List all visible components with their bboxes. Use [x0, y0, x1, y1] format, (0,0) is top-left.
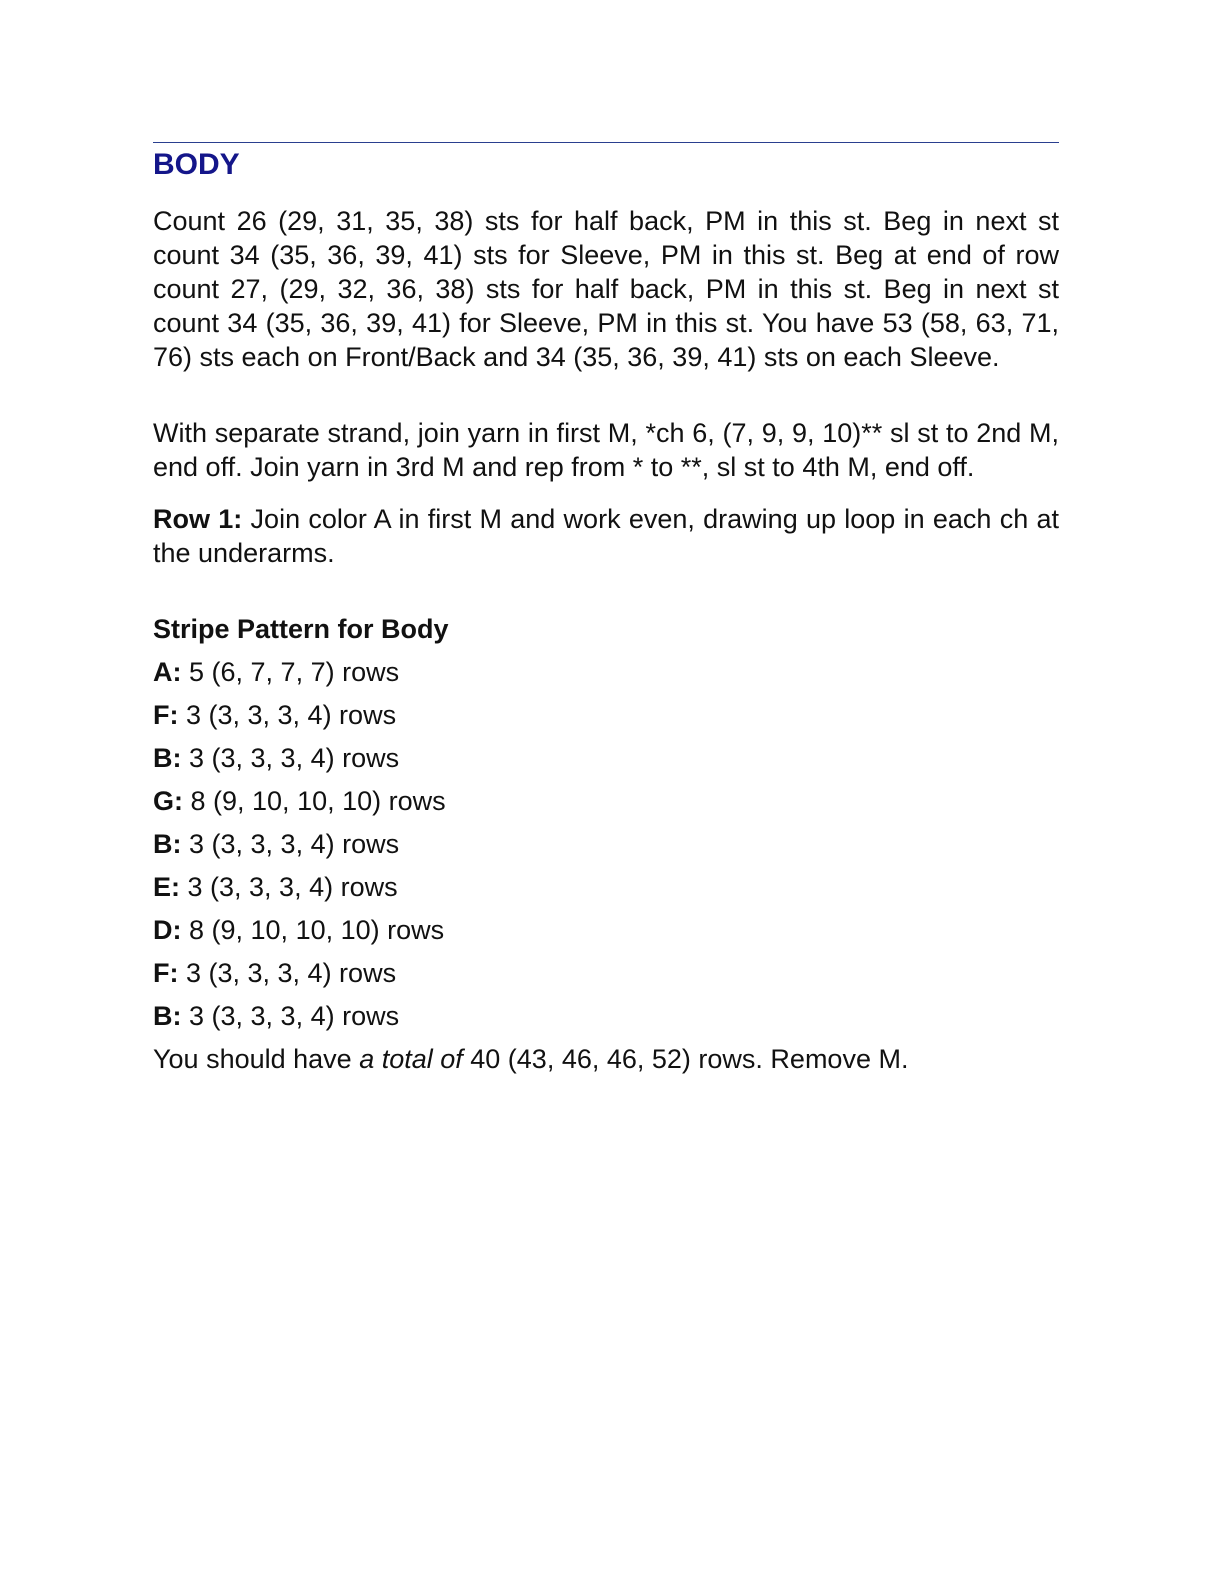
stripe-pattern-title: Stripe Pattern for Body — [153, 614, 449, 644]
row-1-label: Row 1: — [153, 504, 243, 534]
stripe-item — [153, 784, 1059, 818]
stripe-item — [153, 698, 1059, 732]
stripe-item — [153, 741, 1059, 775]
total-prefix: You should have — [153, 1044, 360, 1074]
stripe-rows: 3 (3, 3, 3, 4) rows — [181, 829, 400, 859]
stripe-color: E: — [153, 872, 180, 902]
row-1-text: Join color A in first M and work even, drawing up loop in each ch at the underarms. — [153, 504, 1059, 568]
stripe-item — [153, 913, 1059, 947]
count-instructions: Count 26 (29, 31, 35, 38) sts for half back, PM in this st. Beg in next st count 34 (35, 36, 39, 41) sts for Sleeve, PM in this st. Beg at end of row count 27, (29, 32, 36, 38) sts for half back, PM in this st. Beg in next st count 34 (35, 36, 39, 41) for Sleeve, PM in this st. You have 53 (58, 63, 71, 76) sts each on Front/Back and 34 (35, 36, 39, 41) sts on each Sleeve. — [153, 206, 1059, 372]
stripe-color: B: — [153, 743, 182, 773]
stripe-rows: 3 (3, 3, 3, 4) rows — [181, 1001, 400, 1031]
total-emphasis: a total of — [359, 1044, 463, 1074]
stripe-rows: 5 (6, 7, 7, 7) rows — [181, 657, 400, 687]
stripe-color: G: — [153, 786, 183, 816]
stripe-rows: 8 (9, 10, 10, 10) rows — [183, 786, 446, 816]
stripe-color: F: — [153, 958, 179, 988]
row-1-instructions — [153, 502, 1059, 570]
stripe-rows: 3 (3, 3, 3, 4) rows — [178, 958, 397, 988]
stripe-color: B: — [153, 1001, 182, 1031]
stripe-color: B: — [153, 829, 182, 859]
section-title: BODY — [153, 148, 240, 181]
stripe-rows: 3 (3, 3, 3, 4) rows — [180, 872, 398, 902]
stripe-color: D: — [153, 915, 182, 945]
stripe-color: F: — [153, 700, 179, 730]
stripe-item — [153, 827, 1059, 861]
stripe-item — [153, 870, 1059, 904]
stripe-pattern-list — [153, 655, 1059, 1033]
stripe-item — [153, 655, 1059, 689]
section-divider — [153, 142, 1059, 143]
stripe-item — [153, 999, 1059, 1033]
stripe-rows: 3 (3, 3, 3, 4) rows — [181, 743, 400, 773]
total-rows-note — [153, 1042, 1059, 1076]
stripe-color: A: — [153, 657, 182, 687]
stripe-rows: 8 (9, 10, 10, 10) rows — [181, 915, 445, 945]
stripe-rows: 3 (3, 3, 3, 4) rows — [178, 700, 397, 730]
document-page — [153, 142, 1059, 1076]
stripe-item — [153, 956, 1059, 990]
join-instructions: With separate strand, join yarn in first M, *ch 6, (7, 9, 9, 10)** sl st to 2nd M, end off. Join yarn in 3rd M and rep from * to **, sl st to 4th M, end off. — [153, 418, 1059, 482]
total-suffix: 40 (43, 46, 46, 52) rows. Remove M. — [462, 1044, 909, 1074]
